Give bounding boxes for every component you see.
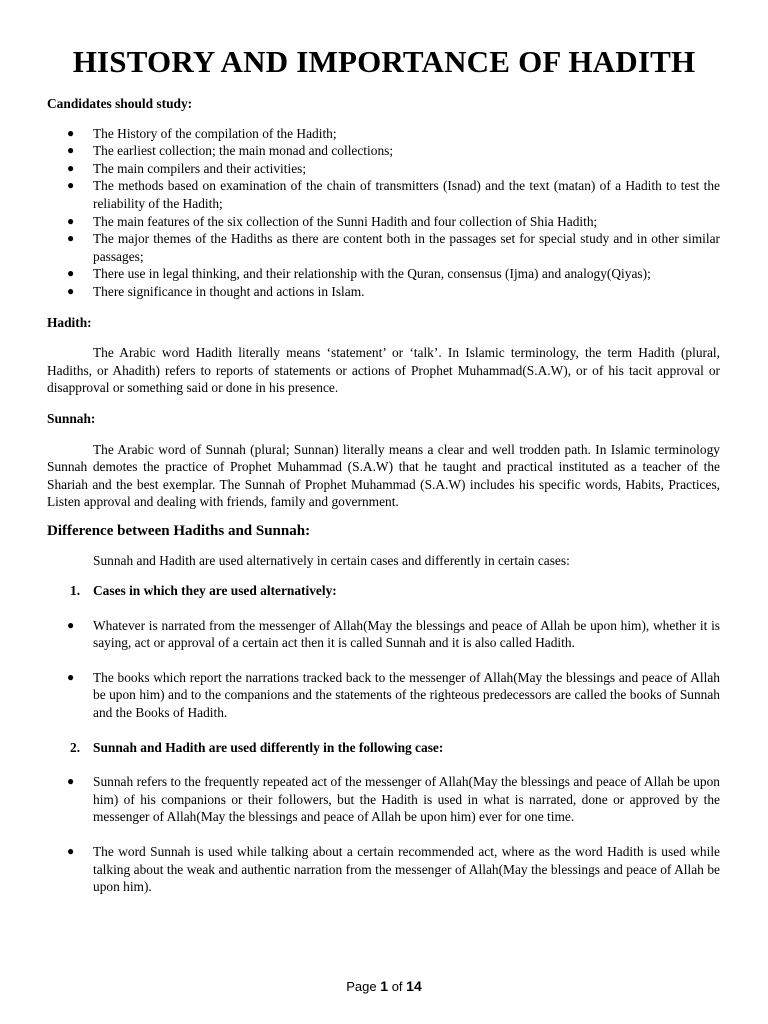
bullet-icon: ● — [67, 669, 75, 684]
bullet-icon: ● — [67, 231, 75, 246]
page-title: HISTORY AND IMPORTANCE OF HADITH — [72, 44, 696, 79]
bullet-icon: ● — [67, 844, 75, 858]
difference-heading: Difference between Hadiths and Sunnah: — [47, 522, 311, 539]
hadith-heading: Hadith: — [47, 314, 92, 330]
list-item: ● There use in legal thinking, and their relationship with the Quran, consensus (Ijma) and analogy(Qiyas); — [67, 266, 651, 282]
bullet-icon: ● — [67, 213, 75, 228]
bullet-icon: ● — [67, 617, 75, 632]
candidates-list — [47, 125, 720, 301]
list-item: ● The books which report the narrations tracked back to the messenger of Allah(May the blessings and peace of Allah be upon him) and to the companions and the statements of the righteous predecessors are called the books of Sunnah and the Books of Hadith. — [67, 669, 720, 721]
bullet-icon: ● — [67, 178, 75, 193]
list-item: ● The major themes of the Hadiths as there are content both in the passages set for special study and in other similar passages; — [67, 231, 720, 264]
document-body — [47, 95, 720, 896]
case1-heading: 1. Cases in which they are used alternatively: — [70, 583, 337, 599]
list-item: ● Sunnah refers to the frequently repeated act of the messenger of Allah(May the blessings and peace of Allah be upon him) of his companions or their followers, but the Hadith is used in what is narrated, done or approved by the messenger of Allah(May the blessings and peace of Allah be upon him) ever for one time. — [67, 774, 720, 825]
list-item: ● The earliest collection; the main monad and collections; — [67, 143, 394, 159]
page-number: Page 1 of 14 — [346, 978, 422, 994]
list-item: ● Whatever is narrated from the messenger of Allah(May the blessings and peace of Allah be upon him), whether it is saying, act or approval of a certain act then it is called Sunnah and it is also called Hadith. — [67, 617, 720, 651]
case2-heading: 2. Sunnah and Hadith are used differently in the following case: — [70, 739, 444, 755]
bullet-icon: ● — [67, 283, 75, 298]
candidates-heading: Candidates should study: — [47, 96, 193, 111]
difference-intro: Sunnah and Hadith are used alternatively in certain cases and differently in certain cases: — [93, 553, 570, 569]
list-item: ● The methods based on examination of the chain of transmitters (Isnad) and the text (matan) of a Hadith to test the reliability of the Hadith; — [67, 178, 720, 211]
list-item: ● The History of the compilation of the Hadith; — [67, 125, 337, 141]
list-item: ● The word Sunnah is used while talking about a certain recommended act, where as the word Hadith is used while talking about the weak and authentic narration from the messenger of Allah(May the blessings and peace of Allah be upon him). — [67, 844, 720, 895]
sunnah-paragraph: The Arabic word of Sunnah (plural; Sunnan) literally means a clear and well trodden path. In Islamic terminology Sunnah demotes the practice of Prophet Muhammad (S.A.W) that he taught and practical instituted as a teacher of the Shariah and the best exemplar. The Sunnah of Prophet Muhammad (S.A.W) includes his specific words, Habits, Practices, Listen approval and dealing with friends, family and government. — [47, 441, 720, 510]
list-item: ● There significance in thought and actions in Islam. — [67, 283, 365, 299]
list-item: ● The main features of the six collection of the Sunni Hadith and four collection of Shia Hadith; — [67, 213, 598, 229]
bullet-icon: ● — [67, 774, 75, 789]
bullet-icon: ● — [67, 160, 75, 175]
bullet-icon: ● — [67, 125, 75, 140]
list-item: ● The main compilers and their activities; — [67, 160, 307, 176]
hadith-paragraph: The Arabic word Hadith literally means ‘statement’ or ‘talk’. In Islamic terminology, the term Hadith (plural, Hadiths, or Ahadith) refers to reports of statements or actions of Prophet Muhammad(S.A.W), or of his tacit approval or disapproval or something said or done in his presence. — [47, 345, 720, 396]
bullet-icon: ● — [67, 266, 75, 281]
sunnah-heading: Sunnah: — [47, 410, 96, 426]
bullet-icon: ● — [67, 143, 75, 158]
